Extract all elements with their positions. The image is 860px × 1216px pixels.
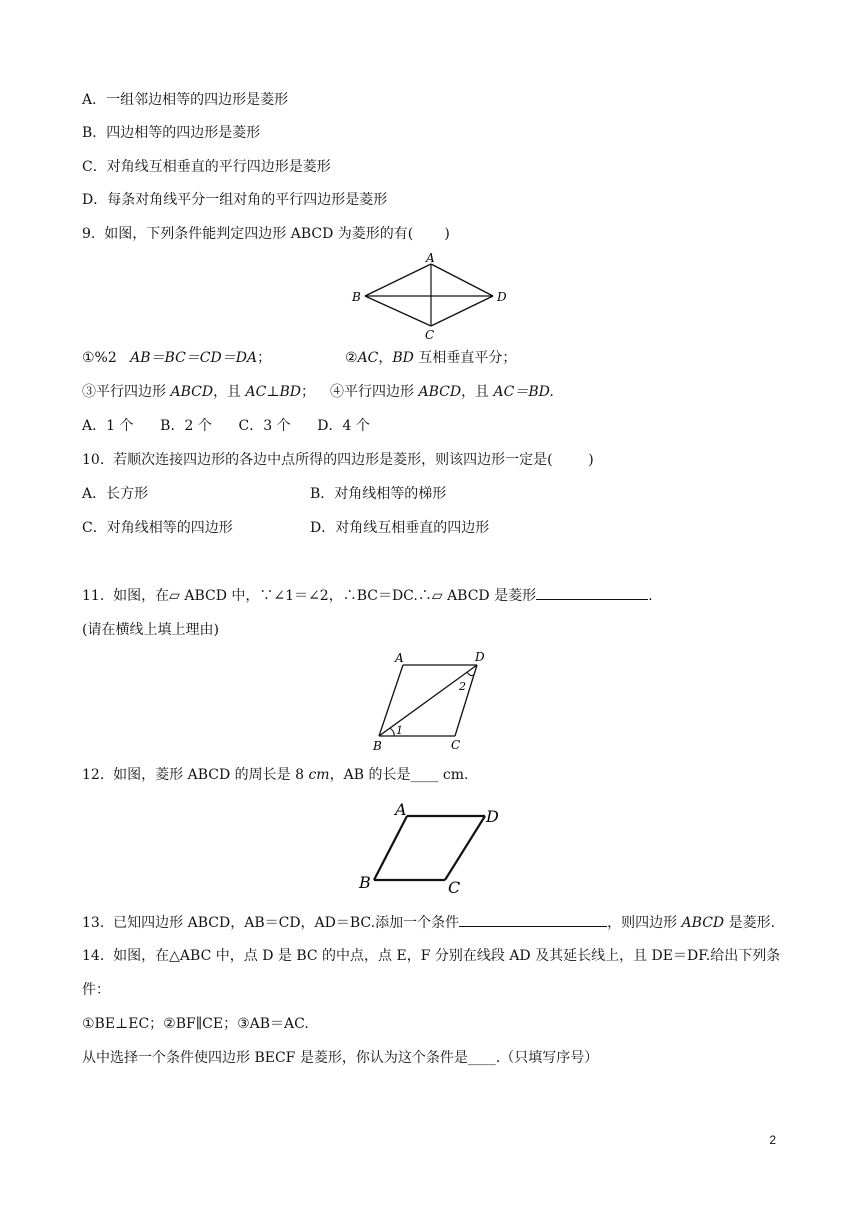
q14-line-2: 件：	[82, 982, 110, 998]
q10-option-a: A．长方形	[82, 486, 149, 502]
q9-condition-4: ④平行四边形 ABCD，且 AC＝BD.	[330, 384, 554, 400]
q8-option-c: C．对角线互相垂直的平行四边形是菱形	[82, 159, 331, 175]
q10-stem: 10. 若顺次连接四边形的各边中点所得的四边形是菱形，则该四边形一定是( )	[82, 452, 594, 468]
q14-question: 从中选择一个条件使四边形 BECF 是菱形，你认为这个条件是____.（只填写序号）	[82, 1050, 599, 1066]
q10-option-b: B．对角线相等的梯形	[310, 486, 447, 502]
q11-label-b: B	[373, 739, 382, 753]
q11-stem: 11. 如图，在▱ ABCD 中，∵∠1＝∠2，∴BC＝DC.∴▱ ABCD 是菱形 .	[82, 585, 653, 606]
q9-rhombus-figure	[345, 250, 515, 342]
q9-condition-1: ①%2 AB＝BC＝CD＝DA；	[82, 350, 272, 366]
q11-parallelogram-figure	[365, 648, 495, 754]
q12-rhombus-figure	[355, 798, 510, 896]
q12-label-a: A	[395, 800, 407, 819]
q9-label-c: C	[425, 328, 435, 342]
q12-stem: 12. 如图，菱形 ABCD 的周长是 8 cm，AB 的长是____ cm.	[82, 767, 469, 783]
q10-option-c: C．对角线相等的四边形	[82, 520, 233, 536]
q8-option-d: D．每条对角线平分一组对角的平行四边形是菱形	[82, 192, 388, 208]
q11-angle-2-label: 2	[459, 680, 466, 693]
q9-label-a: A	[426, 251, 435, 265]
q11-answer-blank[interactable]	[536, 585, 648, 600]
q9-stem: 9. 如图，下列条件能判定四边形 ABCD 为菱形的有( )	[82, 226, 450, 242]
q10-option-d: D．对角线互相垂直的四边形	[310, 520, 490, 536]
q11-angle-1-label: 1	[396, 724, 403, 737]
q12-label-c: C	[448, 878, 461, 896]
q9-label-d: D	[497, 290, 507, 304]
q14-line-1: 14. 如图，在△ABC 中，点 D 是 BC 的中点，点 E，F 分别在线段 AD 及其延长线上，且 DE＝DF.给出下列条	[82, 948, 781, 964]
q8-option-b: B．四边相等的四边形是菱形	[82, 125, 261, 141]
q9-label-b: B	[352, 290, 361, 304]
q13-stem: 13. 已知四边形 ABCD，AB＝CD，AD＝BC.添加一个条件 ，则四边形 ABCD 是菱形.	[82, 912, 775, 933]
q11-label-c: C	[451, 738, 461, 752]
q8-option-a: A．一组邻边相等的四边形是菱形	[82, 92, 289, 108]
q9-condition-3: ③平行四边形 ABCD，且 AC⊥BD；	[82, 384, 316, 400]
q11-label-a: A	[395, 651, 404, 665]
q11-note: (请在横线上填上理由)	[82, 622, 219, 638]
q13-answer-blank[interactable]	[459, 912, 607, 927]
q9-options: A．1 个 B．2 个 C．3 个 D．4 个	[82, 418, 370, 434]
q12-label-b: B	[359, 873, 371, 892]
q14-conditions: ①BE⊥EC；②BF∥CE；③AB＝AC.	[82, 1016, 309, 1032]
q11-label-d: D	[475, 650, 485, 664]
q9-condition-2: ②AC，BD 互相垂直平分；	[345, 350, 517, 366]
q12-label-d: D	[486, 807, 499, 826]
page-number: 2	[769, 1133, 776, 1147]
